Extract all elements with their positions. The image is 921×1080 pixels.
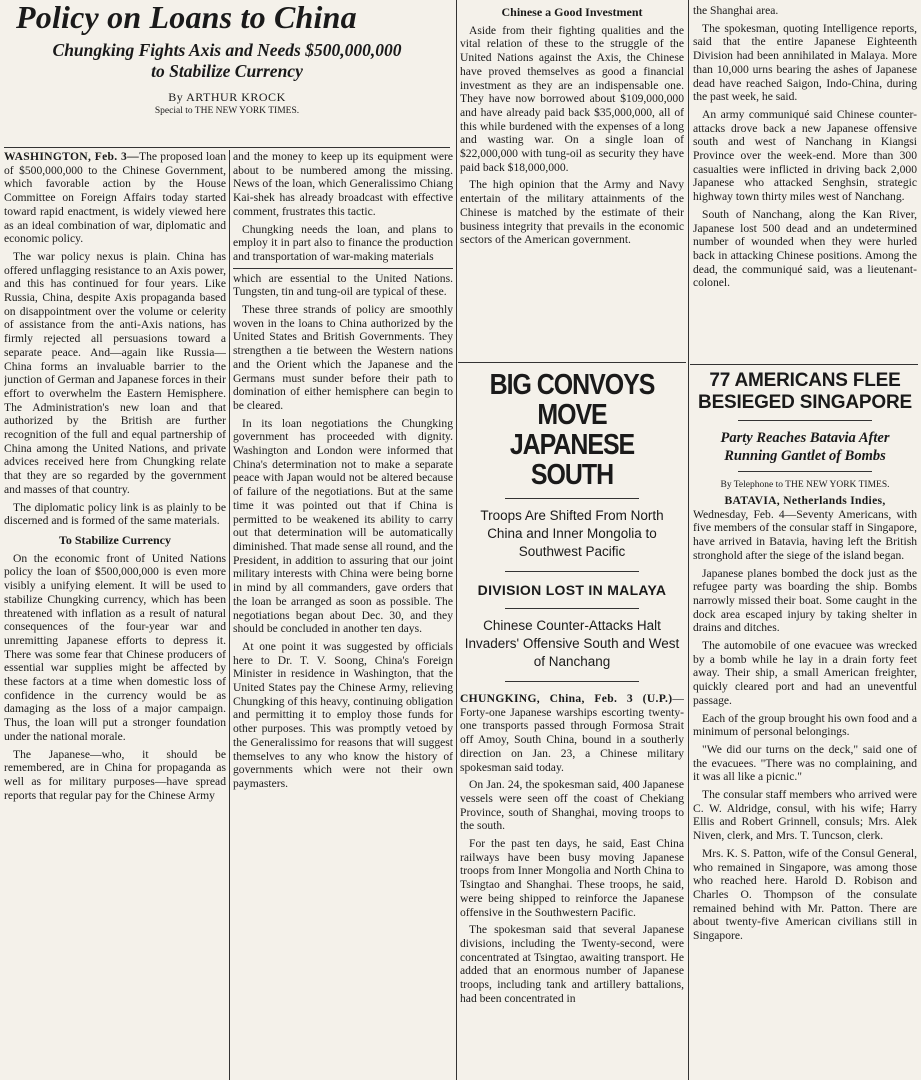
- krock-credit: Special to THE NEW YORK TIMES.: [154, 106, 300, 116]
- column-rule: [229, 150, 230, 1080]
- headline-rule: [505, 608, 639, 609]
- americans-credit: By Telephone to THE NEW YORK TIMES.: [720, 480, 890, 490]
- convoys-para: On Jan. 24, the spokesman said, 400 Japanese vessels were seen off the coast of Chekiang Province, south of Shanghai, moving troops to the south.: [460, 778, 684, 833]
- headline-rule: [738, 420, 872, 421]
- americans-para: [693, 494, 917, 508]
- jump-rule: [233, 268, 453, 269]
- americans-para: Japanese planes bombed the dock just as the refugee party was boarding the ship. Bombs narrowly missed their boat. Some caught in the dock area escaped injury by taking shelter in drains and ditches.: [693, 566, 917, 635]
- convoys-article: [460, 366, 684, 1080]
- headline-rule: [505, 571, 639, 572]
- column-rule: [456, 0, 457, 1080]
- krock-col1-subhead: To Stabilize Currency: [58, 532, 171, 547]
- shanghai-para: The spokesman, quoting Intelligence reports, said that the entire Japanese Eighteenth Division had been annihilated in Malaya. More than 10,000 urns bearing the ashes of Japanese dead have reached Saigon, Indo-China, during the past week, he said.: [693, 21, 917, 104]
- convoys-subhead-3: Chinese Counter-Attacks Halt Invaders' Offensive South and West of Nanchang: [464, 618, 680, 669]
- krock-para: WASHINGTON, Feb. 3—The proposed loan of $500,000,000 to the Chinese Government, which favorable action by the House Committee on Foreign Affairs today started toward rapid enactment, is widely viewed here as an ideal combination of war, diplomatic and economic policy.: [4, 150, 226, 246]
- krock-para: The diplomatic policy link is as plainly to be discerned and is formed of the same materials.: [4, 500, 226, 528]
- americans-para: The automobile of one evacuee was wrecked by a bomb while he lay in a drain forty feet away. Their ship, a small American freighter, quickly cleared port and had an uneventful passage.: [693, 639, 917, 707]
- americans-para: Mrs. K. S. Patton, wife of the Consul General, who remained in Singapore, was among those who reached here. Harold D. Robison and Charles O. Thompson of the consulate remained behind with Mr. Patton. There are about twenty-five American civilians still in Singapore.: [693, 846, 917, 943]
- krock-column-3: [460, 6, 684, 360]
- convoys-para: The spokesman said that several Japanese divisions, including the Twenty-second, were concentrated at Tsingtao, awaiting transport. He added that an enormous number of Japanese troops, including tank and artillery battalions, had been concentrated in: [460, 923, 684, 1005]
- krock-headline: Policy on Loans to China: [16, 0, 357, 35]
- headline-rule: [738, 471, 872, 472]
- krock-column-1: [4, 150, 226, 1080]
- convoys-dateline: CHUNGKING, China, Feb. 3 (U.P.): [460, 692, 673, 705]
- convoys-para: For the past ten days, he said, East China railways have been busy moving Japanese troops from Inner Mongolia and North China to Tsingtao and Shanghai. These troops, he said, were being shipped to reinforce the Japanese offensive in the Southwestern Pacific.: [460, 837, 684, 919]
- krock-para: On the economic front of United Nations policy the loan of $500,000,000 is even more visibly a unifying element. It will be used to stabilize Chungking currency, which has been threatened with inflation as a result of natural consequences of the four-year war and unremitting Japanese efforts to depress it. There was some fear that Chinese producers of essential war supplies might be affected by these factors at a time when domestic loss of confidence in the currency would be as damaging as the loss of a major campaign. Thus, the loan will put a stronger foundation under the national morale.: [4, 551, 226, 743]
- americans-subhead: Party Reaches Batavia After Running Gantlet of Bombs: [720, 430, 890, 464]
- americans-dateline: BATAVIA, Netherlands Indies,: [724, 494, 886, 507]
- convoys-para: CHUNGKING, China, Feb. 3 (U.P.)—Forty-one Japanese warships escorting twenty-one transports passed through Formosa Strait off Amoy, South China, bound in a southerly direction on Jan. 23, a Chinese military spokesman said today.: [460, 692, 684, 774]
- shanghai-continuation: [693, 4, 917, 360]
- americans-para: The consular staff members who arrived were C. W. Aldridge, consul, with his wife; Harry Ellis and Robert Grinnell, consuls; Mrs. Alek Niven, clerk, and Mrs. T. Tuncson, clerk.: [693, 788, 917, 843]
- krock-para: In its loan negotiations the Chungking government has proceeded with dignity. Washington and London were informed that China's determination not to make a separate peace with Japan would not be altered because of failure of the negotiations. But at the same time it was pointed out that if China is permitted to be weakened its ability to carry out that determination will be automatically diminished. That made sense all round, and the President, in addition to assuring that our joint military interests with China were being borne in mind by all commanders, gave orders that the loan be arranged as soon as possible. The negotiations began about Dec. 30, and they should be concluded in another ten days.: [233, 416, 453, 636]
- krock-para: which are essential to the United Nations. Tungsten, tin and tung-oil are typical of these.: [233, 271, 453, 299]
- krock-dateline: WASHINGTON, Feb. 3—: [4, 150, 140, 163]
- krock-para: The high opinion that the Army and Navy entertain of the military attainments of the Chinese is matched by the estimate of their business integrity that prevails in the economic sectors of the American government.: [460, 178, 684, 247]
- americans-para: Wednesday, Feb. 4—Seventy Americans, with five members of the consular staff in Singapore, have arrived in Batavia, having left the British stronghold after the siege of the island began.: [693, 507, 917, 562]
- convoys-subhead: Troops Are Shifted From North China and Inner Mongolia to Southwest Pacific: [480, 508, 664, 559]
- krock-header: [4, 0, 450, 120]
- shanghai-para: the Shanghai area.: [693, 4, 779, 17]
- americans-para: Each of the group brought his own food and a minimum of personal belongings.: [693, 711, 917, 739]
- convoys-headline: BIG CONVOYS MOVE JAPANESE SOUTH: [489, 369, 655, 491]
- krock-column-2: [233, 150, 453, 1080]
- americans-article: [693, 368, 917, 1080]
- krock-para: Chungking needs the loan, and plans to employ it in part also to finance the production and transportation of war-making materials: [233, 222, 453, 263]
- americans-para: "We did our turns on the deck," said one of the evacuees. "There was no complaining, and it was all like a picnic.": [693, 742, 917, 784]
- krock-col3-subhead: Chinese a Good Investment: [501, 6, 643, 19]
- section-rule: [458, 362, 686, 363]
- krock-header-rule: [4, 147, 450, 148]
- shanghai-para: South of Nanchang, along the Kan River, Japanese lost 500 dead and an undetermined number of wounded when they were hurled back in attacking Chinese positions. Among the dead, the communiqué said, was a lieutenant-colonel.: [693, 207, 917, 290]
- headline-rule: [505, 498, 639, 499]
- column-rule: [688, 0, 689, 1080]
- krock-para: At one point it was suggested by officials here to Dr. T. V. Soong, China's Foreign Minister in residence in Washington, that the United States pay the Chinese Army, relieving Chungking of this heavy, continuing obligation and permitting it to employ those funds for other purposes. This was promptly vetoed by the Generalissimo for reasons that will suggest themselves to any who know the history of governments which were not their own paymasters.: [233, 639, 453, 790]
- krock-subhead: Chungking Fights Axis and Needs $500,000,000 to Stabilize Currency: [52, 40, 402, 81]
- shanghai-para: An army communiqué said Chinese counter-attacks drove back a new Japanese offensive south and west of Nanchang in Kiangsi Province over the week-end. More than 300 casualties were inflicted in driving back 2,000 Japanese who attacked Senghsin, strategic highway town thirty miles west of Nanchang.: [693, 107, 917, 204]
- krock-para: The Japanese—who, it should be remembered, are in China for propaganda as well as for military purposes—have spread reports that regular pay for the Chinese Army: [4, 747, 226, 802]
- convoys-subhead-2: DIVISION LOST IN MALAYA: [477, 582, 667, 598]
- krock-para: Aside from their fighting qualities and the vital relation of these to the struggle of the United Nations against the Axis, the Chinese have proved themselves as good a financial investment as they are an indispensable one. They have now borrowed about $109,000,000 and have already paid back $35,000,000, all of this while burdened with the expenses of a long and wasting war. On a single loan of $22,000,000 with tung-oil as security they have paid back $18,000,000.: [460, 23, 684, 174]
- krock-byline: By ARTHUR KROCK: [168, 90, 286, 104]
- krock-para: The war policy nexus is plain. China has offered unflagging resistance to an Axis power, and this has continued for four years. Like Russia, China, despite Axis propaganda based on disappointment over the volume or celerity of assistance from the anti-Axis nations, has firmly rejected all persuasions toward a separate peace. And—again like Russia—China forms an invaluable barrier to the junction of German and Japanese forces in their effort to overwhelm the Eastern Hemisphere. The Administration's new loan and that authorized by the British are further recognition of the full and equal partnership of China among the United Nations, and private advices received here from Chungking relate that they are so regarded by the government and masses of that country.: [4, 249, 226, 496]
- krock-para: These three strands of policy are smoothly woven in the loans to China authorized by the United States and British Governments. They strengthen a tie between the Western nations and the Orient which the Japanese and the Germans must sunder before their path to domination of either hemisphere can begin to be cleared.: [233, 303, 453, 412]
- headline-rule: [505, 681, 639, 682]
- americans-headline: 77 AMERICANS FLEE BESIEGED SINGAPORE: [698, 370, 912, 413]
- krock-para: and the money to keep up its equipment were about to be numbered among the missing. News of the loan, which Generalissimo Chiang Kai-shek has already broadcast with effective comment, frustrates this tactic.: [233, 150, 453, 218]
- section-rule: [690, 364, 918, 365]
